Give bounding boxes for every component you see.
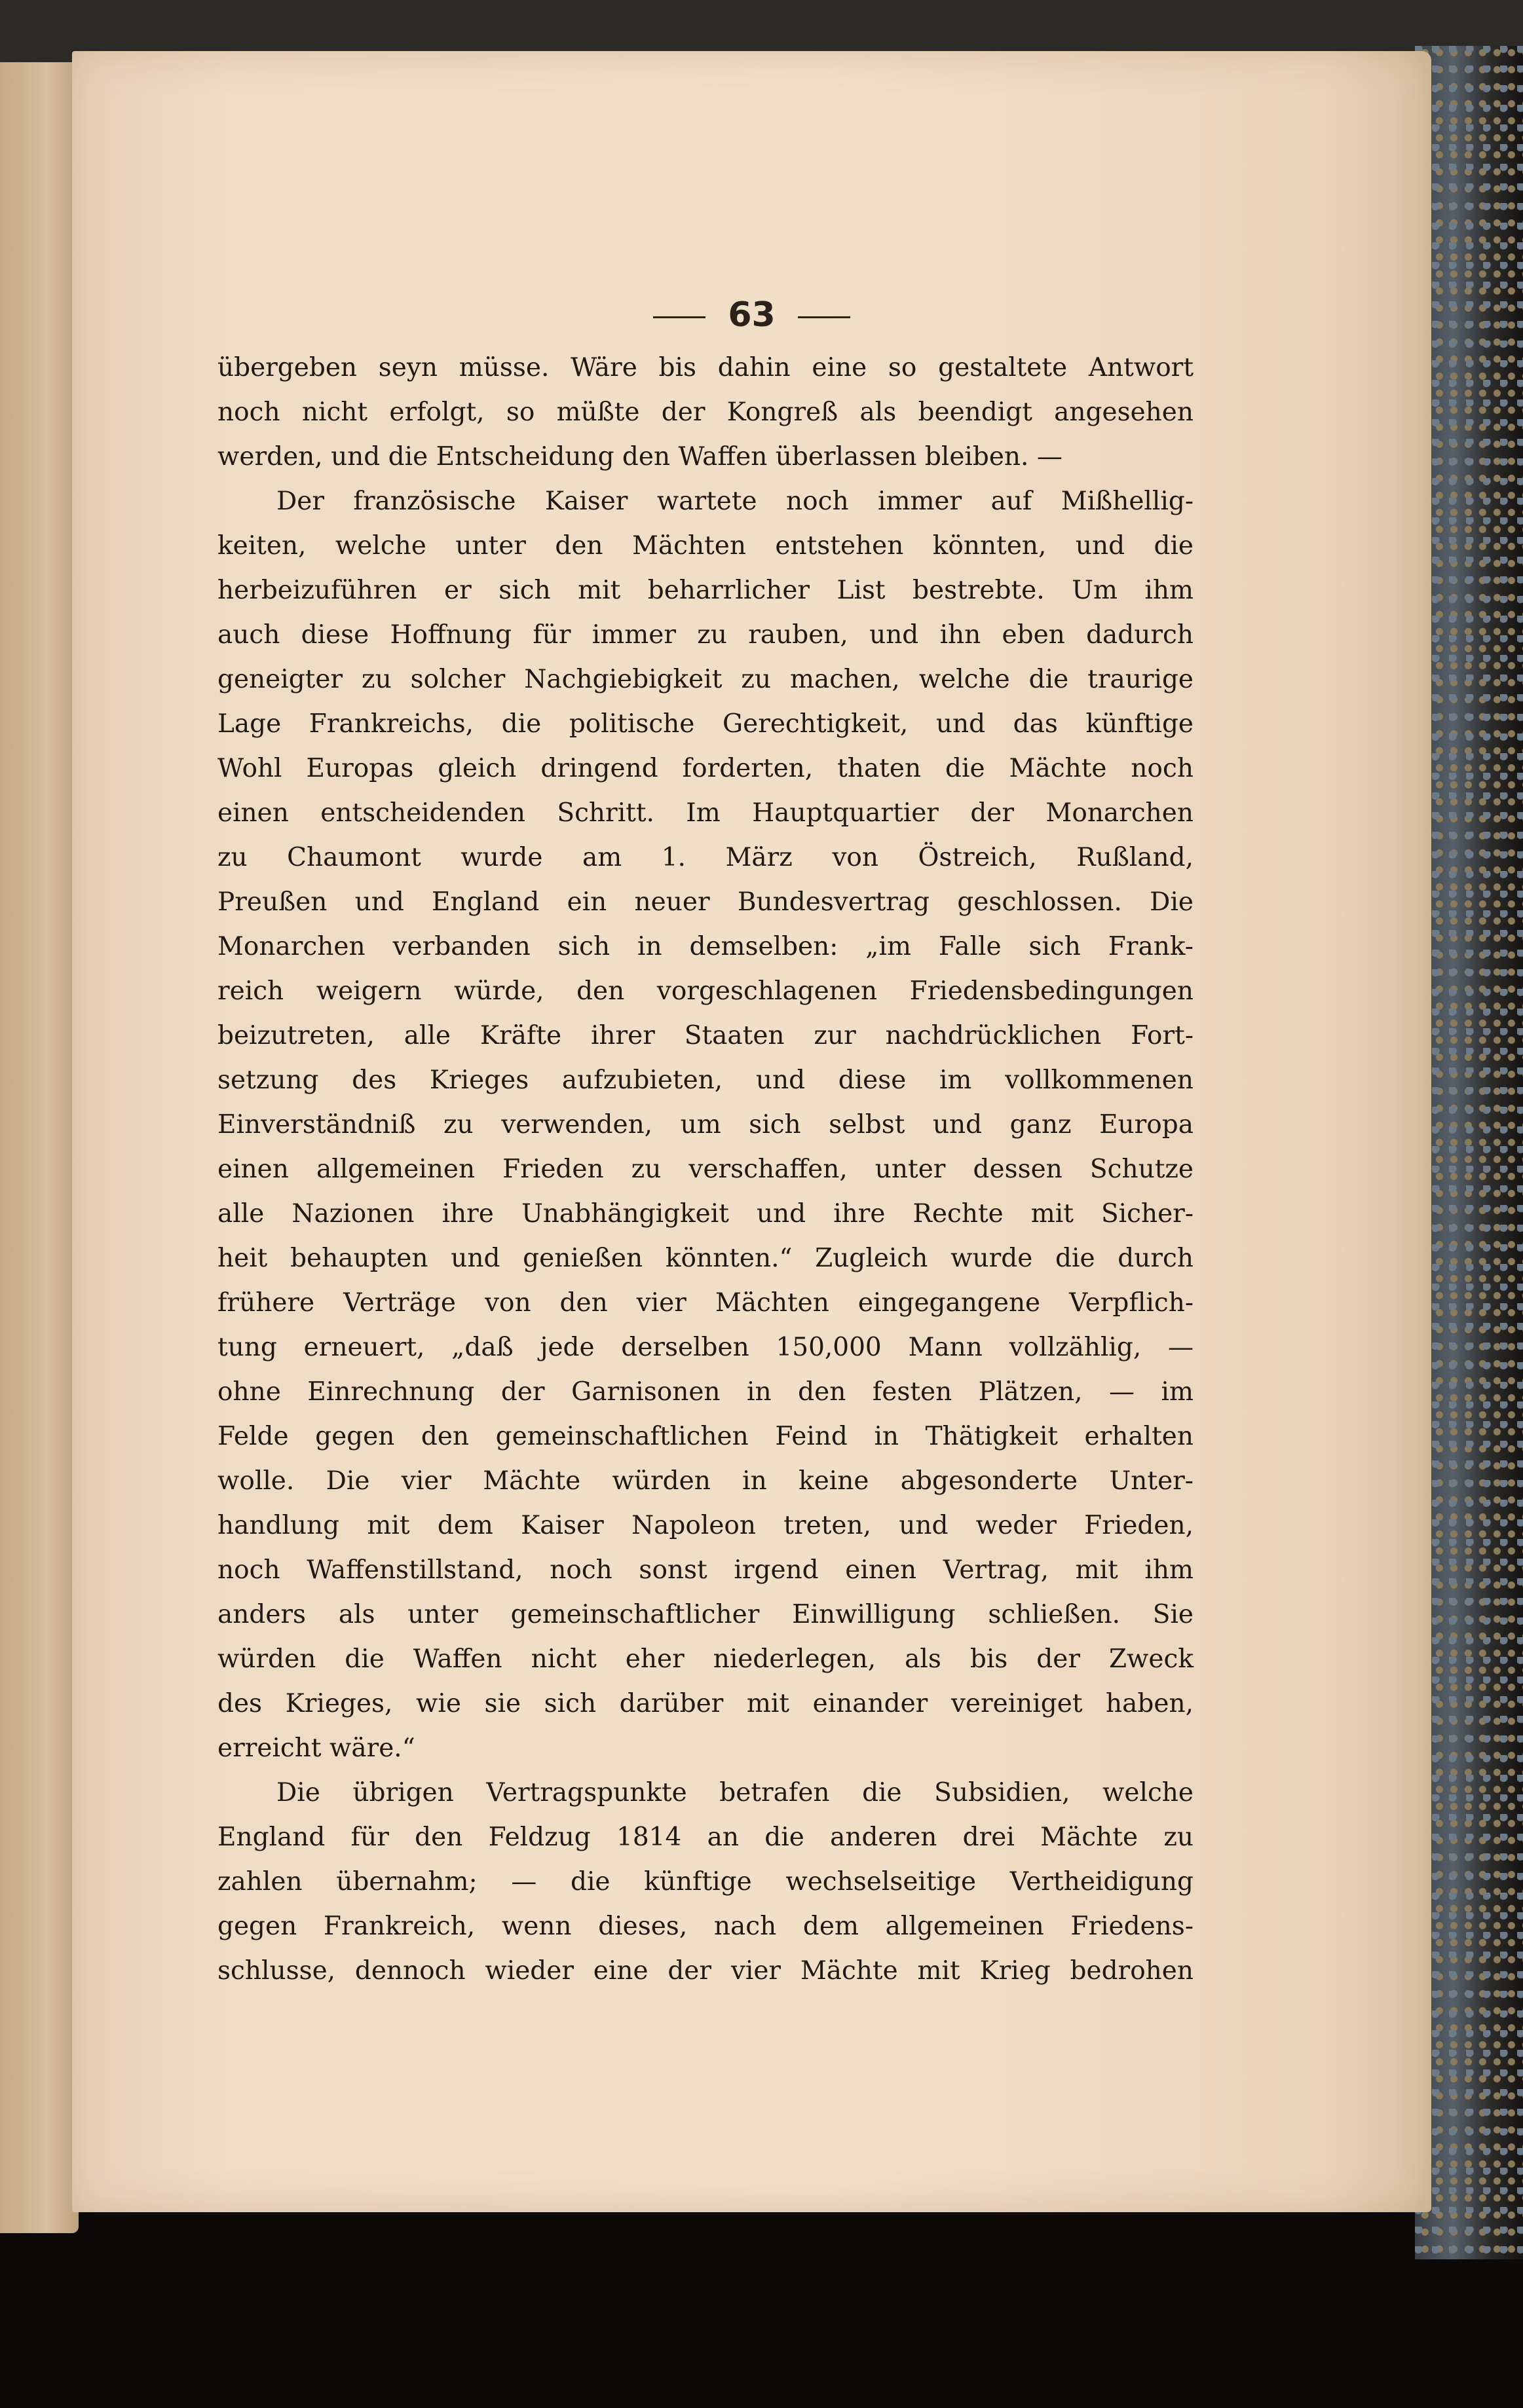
text-line: beizutreten, alle Kräfte ihrer Staaten zur nachdrücklichen Fort- [217,1021,1194,1050]
text-line: zu Chaumont wurde am 1. März von Östreich, Rußland, [217,843,1194,872]
text-line: zahlen übernahm; — die künftige wechselseitige Vertheidigung [217,1867,1194,1897]
text-line: werden, und die Entscheidung den Waffen überlassen bleiben. — [217,442,1062,472]
text-line: keiten, welche unter den Mächten entstehen könnten, und die [217,531,1194,561]
text-line: frühere Verträge von den vier Mächten eingegangene Verpflich- [217,1288,1194,1318]
text-line: Preußen und England ein neuer Bundesvertrag geschlossen. Die [217,887,1194,917]
text-line: anders als unter gemeinschaftlicher Einwilligung schließen. Sie [217,1600,1194,1629]
text-line: wolle. Die vier Mächte würden in keine abgesonderte Unter- [217,1466,1194,1496]
text-line: einen allgemeinen Frieden zu verschaffen, unter dessen Schutze [217,1155,1194,1184]
text-line: Die übrigen Vertragspunkte betrafen die Subsidien, welche [276,1778,1194,1807]
page-number-dash-right [798,316,850,318]
text-line: England für den Feldzug 1814 an die anderen drei Mächte zu [217,1823,1194,1852]
body-text [217,349,1194,2052]
text-line: auch diese Hoffnung für immer zu rauben, und ihn eben dadurch [217,620,1194,650]
text-line: Felde gegen den gemeinschaftlichen Feind in Thätigkeit erhalten [217,1422,1194,1451]
text-line: noch nicht erfolgt, so müßte der Kongreß als beendigt angesehen [217,398,1194,427]
text-line: Einverständniß zu verwenden, um sich selbst und ganz Europa [217,1110,1194,1139]
page-number-text: 63 [728,295,776,335]
text-line: heit behaupten und genießen könnten.“ Zugleich wurde die durch [217,1244,1194,1273]
text-line: einen entscheidenden Schritt. Im Hauptquartier der Monarchen [217,798,1194,828]
text-line: Lage Frankreichs, die politische Gerechtigkeit, und das künftige [217,709,1194,739]
text-line: Monarchen verbanden sich in demselben: „im Falle sich Frank- [217,932,1194,961]
text-line: übergeben seyn müsse. Wäre bis dahin eine so gestaltete Antwort [217,353,1194,382]
text-line: ohne Einrechnung der Garnisonen in den festen Plätzen, — im [217,1377,1194,1407]
text-line: erreicht wäre.“ [217,1733,415,1763]
text-line: tung erneuert, „daß jede derselben 150,000 Mann vollzählig, — [217,1333,1194,1362]
facing-page-edge [0,62,79,2233]
page-number [72,292,1431,338]
text-line: reich weigern würde, den vorgeschlagenen Friedensbedingungen [217,976,1194,1006]
text-line: des Krieges, wie sie sich darüber mit einander vereiniget haben, [217,1689,1194,1718]
text-line: herbeizuführen er sich mit beharrlicher List bestrebte. Um ihm [217,576,1194,605]
book-page [72,51,1431,2212]
text-line: setzung des Krieges aufzubieten, und diese im vollkommenen [217,1065,1194,1095]
text-line: alle Nazionen ihre Unabhängigkeit und ihre Rechte mit Sicher- [217,1199,1194,1229]
page-number-dash-left [653,316,705,318]
text-line: geneigter zu solcher Nachgiebigkeit zu machen, welche die traurige [217,665,1194,694]
text-line: Wohl Europas gleich dringend forderten, thaten die Mächte noch [217,754,1194,783]
text-line: Der französische Kaiser wartete noch immer auf Mißhellig- [276,487,1194,516]
text-line: handlung mit dem Kaiser Napoleon treten, und weder Frieden, [217,1511,1194,1540]
text-line: würden die Waffen nicht eher niederlegen, als bis der Zweck [217,1644,1194,1674]
text-line: noch Waffenstillstand, noch sonst irgend einen Vertrag, mit ihm [217,1555,1194,1585]
text-line: schlusse, dennoch wieder eine der vier Mächte mit Krieg bedrohen [217,1956,1194,1986]
text-line: gegen Frankreich, wenn dieses, nach dem allgemeinen Friedens- [217,1912,1194,1941]
